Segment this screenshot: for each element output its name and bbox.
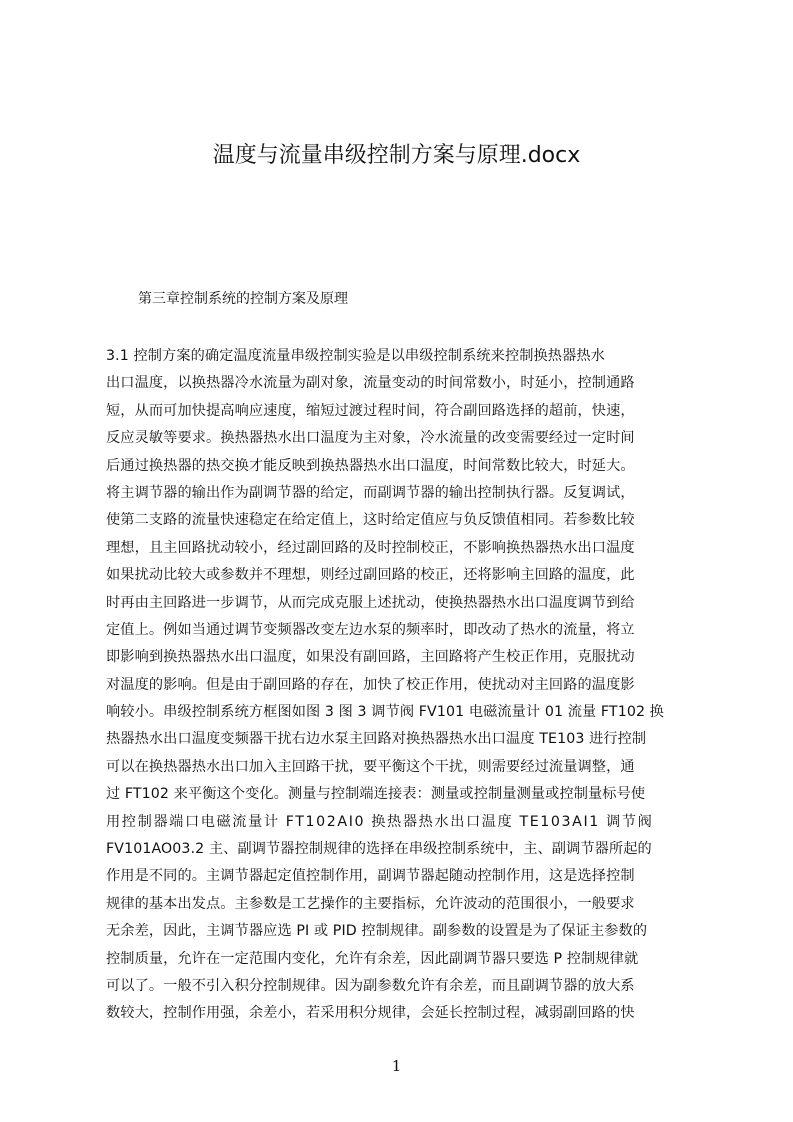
body-line: 对温度的影响。但是由于副回路的存在，加快了校正作用，使扰动对主回路的温度影 <box>106 676 635 693</box>
body-line: 可以了。一般不引入积分控制规律。因为副参数允许有余差，而且副调节器的放大系 <box>106 977 635 994</box>
body-line: 即影响到换热器热水出口温度，如果没有副回路，主回路将产生校正作用，克服扰动 <box>106 649 635 666</box>
chapter-heading: 第三章控制系统的控制方案及原理 <box>138 291 348 307</box>
body-line: 响较小。串级控制系统方框图如图 3 图 3 调节阀 FV101 电磁流量计 01 流量 FT102 换 <box>106 704 664 721</box>
body-line: 控制质量，允许在一定范围内变化，允许有余差，因此副调节器只要选 P 控制规律就 <box>106 950 639 967</box>
body-line: FV101AO03.2 主、副调节器控制规律的选择在串级控制系统中，主、副调节器所起的 <box>106 841 652 858</box>
body-line: 将主调节器的输出作为副调节器的给定，而副调节器的输出控制执行器。反复调试， <box>106 484 635 501</box>
body-line: 热器热水出口温度变频器干扰右边水泵主回路对换热器热水出口温度 TE103 进行控制 <box>106 731 647 748</box>
body-line: 定值上。例如当通过调节变频器改变左边水泵的频率时，即改动了热水的流量，将立 <box>106 621 635 638</box>
body-paragraph <box>106 343 698 1028</box>
body-line: 后通过换热器的热交换才能反映到换热器热水出口温度，时间常数比较大，时延大。 <box>106 457 635 474</box>
body-line: 使第二支路的流量快速稳定在给定值上，这时给定值应与负反馈值相同。若参数比较 <box>106 512 635 529</box>
body-line: 用控制器端口电磁流量计 FT102AI0 换热器热水出口温度 TE103AI1 调节阀 <box>106 813 654 830</box>
body-line: 无余差，因此，主调节器应选 PI 或 PID 控制规律。副参数的设置是为了保证主参数的 <box>106 923 648 940</box>
body-line: 如果扰动比较大或参数并不理想，则经过副回路的校正，还将影响主回路的温度，此 <box>106 567 635 584</box>
body-line: 反应灵敏等要求。换热器热水出口温度为主对象，冷水流量的改变需要经过一定时间 <box>106 430 635 447</box>
body-line: 过 FT102 来平衡这个变化。测量与控制端连接表：测量或控制量测量或控制量标号使 <box>106 786 646 803</box>
body-line: 理想，且主回路扰动较小，经过副回路的及时控制校正，不影响换热器热水出口温度 <box>106 539 635 556</box>
body-line: 短，从而可加快提高响应速度，缩短过渡过程时间，符合副回路选择的超前，快速， <box>106 402 635 419</box>
body-line: 出口温度，以换热器冷水流量为副对象，流量变动的时间常数小，时延小，控制通路 <box>106 375 635 392</box>
page-number: 1 <box>391 1057 402 1075</box>
document-title: 温度与流量串级控制方案与原理.docx <box>212 143 581 168</box>
body-line: 数较大，控制作用强，余差小，若采用积分规律，会延长控制过程，减弱副回路的快 <box>106 1005 635 1022</box>
body-line: 规律的基本出发点。主参数是工艺操作的主要指标，允许波动的范围很小，一般要求 <box>106 895 635 912</box>
body-line: 作用是不同的。主调节器起定值控制作用，副调节器起随动控制作用，这是选择控制 <box>106 868 635 885</box>
body-line: 可以在换热器热水出口加入主回路干扰，要平衡这个干扰，则需要经过流量调整，通 <box>106 758 635 775</box>
body-line: 时再由主回路进一步调节，从而完成克服上述扰动，使换热器热水出口温度调节到给 <box>106 594 635 611</box>
body-line: 3.1 控制方案的确定温度流量串级控制实验是以串级控制系统来控制换热器热水 <box>106 348 605 364</box>
